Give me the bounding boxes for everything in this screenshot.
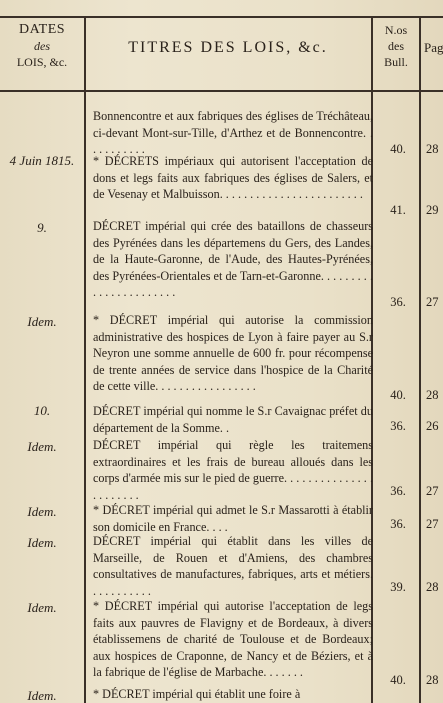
entry-date: 9. <box>37 220 47 235</box>
entry-date: 10. <box>33 403 51 418</box>
bulletin-number: 39. <box>390 580 406 594</box>
bulletin-number: 40. <box>390 673 406 687</box>
law-entry: * DÉCRET impérial qui établit une foire à <box>93 687 301 701</box>
page-number: 27 <box>426 295 439 309</box>
page-number: 26 <box>426 419 439 433</box>
law-entry: * DÉCRET impérial qui autorise l'acceptation de legs faits aux pauvres de Flavigny et de Bordeaux, à divers établissemens de charité de Toulouse et de Bordeaux; aux hospices de Craponne, de Nancy et de Béziers, et à la fabrique de l'église de Marbache. . . . . . . <box>93 599 373 680</box>
page-number: 27 <box>426 517 439 531</box>
entry-date: Idem. <box>27 314 57 329</box>
bulletin-number: 36. <box>390 419 406 433</box>
col-rule-dates <box>84 16 86 703</box>
page-number: 28 <box>426 580 439 594</box>
page-number: 27 <box>426 484 439 498</box>
entry-date: 4 Juin 1815. <box>9 153 75 168</box>
col-rule-bull <box>419 16 421 703</box>
bulletin-number: 40. <box>390 142 406 156</box>
bulletin-number: 36. <box>390 484 406 498</box>
page-number: 29 <box>426 203 439 217</box>
entry-date: Idem. <box>27 688 57 703</box>
law-entry: * DÉCRET impérial qui autorise la commission administrative des hospices de Lyon à faire payer au S.r Neyron une somme annuelle de 600 fr. pour récompense de trente années de service dans l'hospice de la Charité de cette ville. . . . . . . . . . . . . . . . . <box>93 313 373 394</box>
header-dates-line1: DATES <box>18 22 66 37</box>
header-nos-line2: des <box>388 39 404 53</box>
entry-date: Idem. <box>27 439 57 454</box>
header-rule <box>0 90 443 92</box>
entry-date: Idem. <box>27 504 57 519</box>
law-entry: DÉCRET impérial qui nomme le S.r Cavaignac préfet du département de la Somme. . <box>93 404 373 435</box>
top-rule <box>0 16 443 18</box>
header-titres: TITRES DES LOIS, &c. <box>128 39 328 56</box>
header-nos-line3: Bull. <box>384 55 408 69</box>
header-dates <box>0 22 84 70</box>
law-entry: DÉCRET impérial qui règle les traitemens extraordinaires et les frais de bureau alloués dans les corps d'armée mis sur le pied de guerre. . . . . . . . . . . . . . . . . . . . . . . <box>93 438 373 502</box>
page-number: 28 <box>426 673 439 687</box>
page-number: 28 <box>426 388 439 402</box>
header-pages: Pag <box>424 40 443 55</box>
header-dates-line2: des <box>34 39 50 53</box>
bulletin-number: 41. <box>390 203 406 217</box>
bulletin-number: 40. <box>390 388 406 402</box>
header-dates-line3: LOIS, &c. <box>16 55 68 69</box>
bulletin-number: 36. <box>390 295 406 309</box>
law-entry: DÉCRET impérial qui crée des bataillons de chasseurs des Pyrénées dans les départemens du Gers, des Landes, de la Haute-Garonne, de l'Aude, des Hautes-Pyrénées, des Pyrénées-Orientales et de Tarn-et-Garonne. . . . . . . . . . . . . . . . . . . . . . . <box>93 219 373 300</box>
bulletin-number: 36. <box>390 517 406 531</box>
header-numeros <box>372 22 420 70</box>
law-entry: DÉCRET impérial qui établit dans les villes de Marseille, de Rouen et d'Amiens, des chambres consultatives de manufactures, fabriques, arts et métiers. . . . . . . . . . . <box>93 534 373 598</box>
page-number: 28 <box>426 142 439 156</box>
law-entry: Bonnencontre et aux fabriques des églises de Tréchâteau, ci-devant Mont-sur-Tille, d'Arthez et de Bonnencontre. . . . . . . . . . . <box>93 109 373 157</box>
entry-date: Idem. <box>27 535 57 550</box>
law-entry: * DÉCRETS impériaux qui autorisent l'acceptation de dons et legs faits aux fabriques des églises de Salers, et de Vesenay et Malbuisson. . . . . . . . . . . . . . . . . . . . . . . . <box>93 154 373 202</box>
header-nos-line1: N.os <box>384 23 408 37</box>
law-entry: * DÉCRET impérial qui admet le S.r Massarotti à établir son domicile en France. . . . <box>93 503 373 534</box>
entry-date: Idem. <box>27 600 57 615</box>
